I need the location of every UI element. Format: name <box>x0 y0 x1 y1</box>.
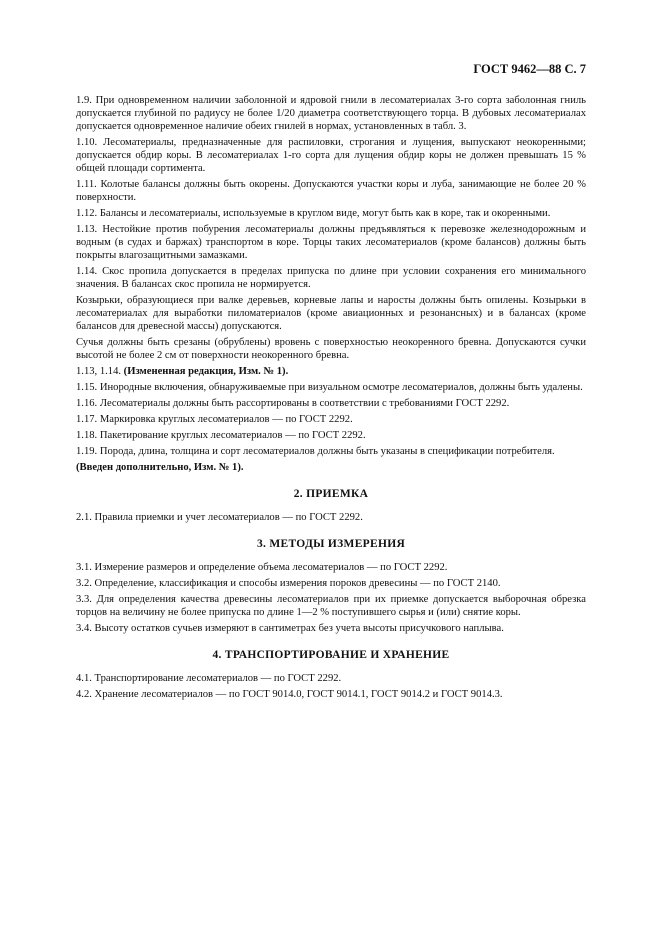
section1-paragraphs-2 <box>76 381 586 458</box>
paragraph-p3-3: 3.3. Для определения качества древесины лесоматериалов при их приемке допускается выборочная обрезка торцов на величину не более припуска по длине 1—2 % поступившего сырья и (или) снятие коры. <box>76 594 586 618</box>
paragraph-p3-4: 3.4. Высоту остатков сучьев измеряют в сантиметрах без учета высоты присучкового наплыва. <box>76 623 504 634</box>
paragraph-p-koz: Козырьки, образующиеся при валке деревьев, корневые лапы и наросты должны быть опилены. Козырьки в лесоматериалах для выработки пиломатериалов (кроме авиационных и резонансных) и в балансах (кроме балансов для древесной массы) допускаются. <box>76 295 586 332</box>
amendment-note-1 <box>76 365 586 378</box>
paragraph-p4-2: 4.2. Хранение лесоматериалов — по ГОСТ 9014.0, ГОСТ 9014.1, ГОСТ 9014.2 и ГОСТ 9014.3. <box>76 689 503 700</box>
section2-title: 2. ПРИЕМКА <box>293 488 369 500</box>
paragraph-p1-9: 1.9. При одновременном наличии заболонной и ядровой гнили в лесоматериалах 3-го сорта заболонная гниль допускается глубиной по радиусу не более 1/20 диаметра соответствующего торца. В дубовых лесоматериалах допускается одновременное наличие обеих гнилей в нормах, установленных в табл. 3. <box>76 95 586 132</box>
paragraph-p1-14: 1.14. Скос пропила допускается в пределах припуска по длине при условии сохранения его минимального значения. В балансах скос пропила не нормируется. <box>76 266 586 290</box>
section3-paragraphs <box>76 561 586 635</box>
amendment-note-1-text: (Измененная редакция, Изм. № 1). <box>123 366 289 377</box>
section4-paragraphs <box>76 672 586 701</box>
paragraph-p1-15: 1.15. Инородные включения, обнаруживаемые при визуальном осмотре лесоматериалов, должны быть удалены. <box>76 382 583 393</box>
paragraph-p4-1: 4.1. Транспортирование лесоматериалов — по ГОСТ 2292. <box>76 673 342 684</box>
section3-title: 3. МЕТОДЫ ИЗМЕРЕНИЯ <box>256 538 406 550</box>
paragraph-p3-1: 3.1. Измерение размеров и определение объема лесоматериалов — по ГОСТ 2292. <box>76 562 448 573</box>
paragraph-p1-10: 1.10. Лесоматериалы, предназначенные для распиловки, строгания и лущения, выпускают неокоренными; допускается обдир коры. В лесоматериалах 1-го сорта для лущения обдир коры не должен превышать 15 % общей площади сортимента. <box>76 137 586 174</box>
paragraph-p1-19: 1.19. Порода, длина, толщина и сорт лесоматериалов должны быть указаны в спецификации потребителя. <box>76 446 555 457</box>
paragraph-p1-12: 1.12. Балансы и лесоматериалы, используемые в круглом виде, могут быть как в коре, так и окоренными. <box>76 208 551 219</box>
section2-paragraphs <box>76 511 586 524</box>
paragraph-p1-17: 1.17. Маркировка круглых лесоматериалов — по ГОСТ 2292. <box>76 414 353 425</box>
document-body <box>76 94 586 704</box>
paragraph-p2-1: 2.1. Правила приемки и учет лесоматериалов — по ГОСТ 2292. <box>76 512 363 523</box>
paragraph-p1-18: 1.18. Пакетирование круглых лесоматериалов — по ГОСТ 2292. <box>76 430 366 441</box>
paragraph-p1-13: 1.13. Нестойкие против побурения лесоматериалы должны предъявляться к перевозке железнодорожным и водным (в судах и баржах) транспортом в коре. Торцы таких лесоматериалов (кроме балансов) должны быть покрыты влагозащитными замазками. <box>76 224 586 261</box>
amendment-note-2: (Введен дополнительно, Изм. № 1). <box>76 462 244 473</box>
page-header: ГОСТ 9462—88 С. 7 <box>473 62 586 76</box>
paragraph-p3-2: 3.2. Определение, классификация и способы измерения пороков древесины — по ГОСТ 2140. <box>76 578 501 589</box>
section1-paragraphs <box>76 94 586 362</box>
paragraph-p1-11: 1.11. Колотые балансы должны быть окорены. Допускаются участки коры и луба, занимающие не более 20 % поверхности. <box>76 179 586 203</box>
paragraph-p-such: Сучья должны быть срезаны (обрублены) вровень с поверхностью неокоренного бревна. Допускаются сучки высотой не более 2 см от поверхности неокоренного бревна. <box>76 337 586 361</box>
section4-title: 4. ТРАНСПОРТИРОВАНИЕ И ХРАНЕНИЕ <box>212 649 450 661</box>
paragraph-p1-16: 1.16. Лесоматериалы должны быть рассортированы в соответствии с требованиями ГОСТ 2292. <box>76 398 510 409</box>
amendment-note-1-prefix: 1.13, 1.14. <box>76 366 124 377</box>
